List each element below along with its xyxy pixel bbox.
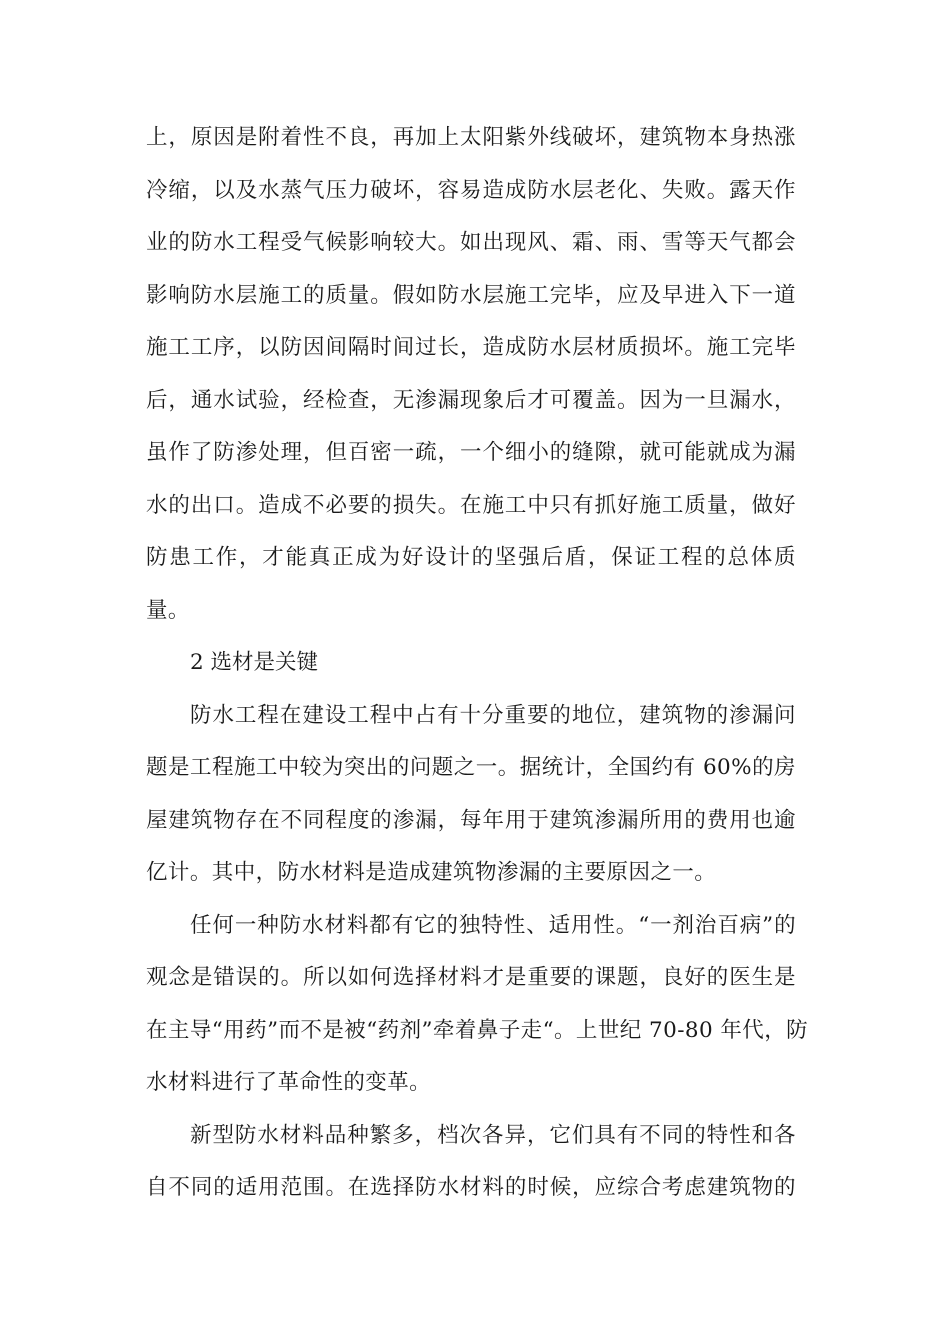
text-line: 后，通水试验，经检查，无渗漏现象后才可覆盖。因为一旦漏水，: [146, 387, 796, 413]
text-line: 水材料进行了革命性的变革。: [146, 1070, 432, 1095]
paragraph-2: [146, 690, 796, 900]
text-line: 影响防水层施工的质量。假如防水层施工完毕，应及早进入下一道: [146, 282, 796, 308]
paragraph-4: [146, 1110, 796, 1215]
text-line: 施工工序，以防因间隔时间过长，造成防水层材质损坏。施工完毕: [146, 335, 796, 360]
text-line: 防患工作，才能真正成为好设计的坚强后盾，保证工程的总体质: [146, 545, 796, 570]
text-line: 水的出口。造成不必要的损失。在施工中只有抓好施工质量，做好: [146, 492, 796, 518]
text-line: 新型防水材料品种繁多，档次各异，它们具有不同的特性和各: [190, 1122, 796, 1148]
section-heading: 2 选材是关键: [190, 650, 319, 675]
text-line: 自不同的适用范围。在选择防水材料的时候，应综合考虑建筑物的: [146, 1175, 796, 1200]
document-body: [146, 112, 809, 1215]
paragraph-1: [146, 112, 796, 637]
text-line: 在主导“用药”而不是被“药剂”牵着鼻子走“。上世纪 70-80 年代，防: [146, 1017, 809, 1043]
text-line: 屋建筑物存在不同程度的渗漏，每年用于建筑渗漏所用的费用也逾: [146, 807, 796, 833]
text-line: 虽作了防渗处理，但百密一疏，一个细小的缝隙，就可能就成为漏: [146, 440, 796, 465]
text-line: 业的防水工程受气候影响较大。如出现风、霜、雨、雪等天气都会: [146, 230, 796, 255]
text-line: 冷缩，以及水蒸气压力破坏，容易造成防水层老化、失败。露天作: [146, 177, 796, 203]
text-line: 任何一种防水材料都有它的独特性、适用性。“一剂治百病”的: [190, 912, 796, 938]
text-line: 亿计。其中，防水材料是造成建筑物渗漏的主要原因之一。: [146, 860, 717, 885]
text-line: 量。: [146, 597, 190, 623]
text-line: 上，原因是附着性不良，再加上太阳紫外线破坏，建筑物本身热涨: [146, 125, 796, 150]
text-line: 防水工程在建设工程中占有十分重要的地位，建筑物的渗漏问: [190, 702, 796, 728]
paragraph-3: [146, 900, 809, 1110]
text-line: 题是工程施工中较为突出的问题之一。据统计，全国约有 60%的房: [146, 755, 796, 780]
text-line: 观念是错误的。所以如何选择材料才是重要的课题，良好的医生是: [146, 965, 796, 990]
